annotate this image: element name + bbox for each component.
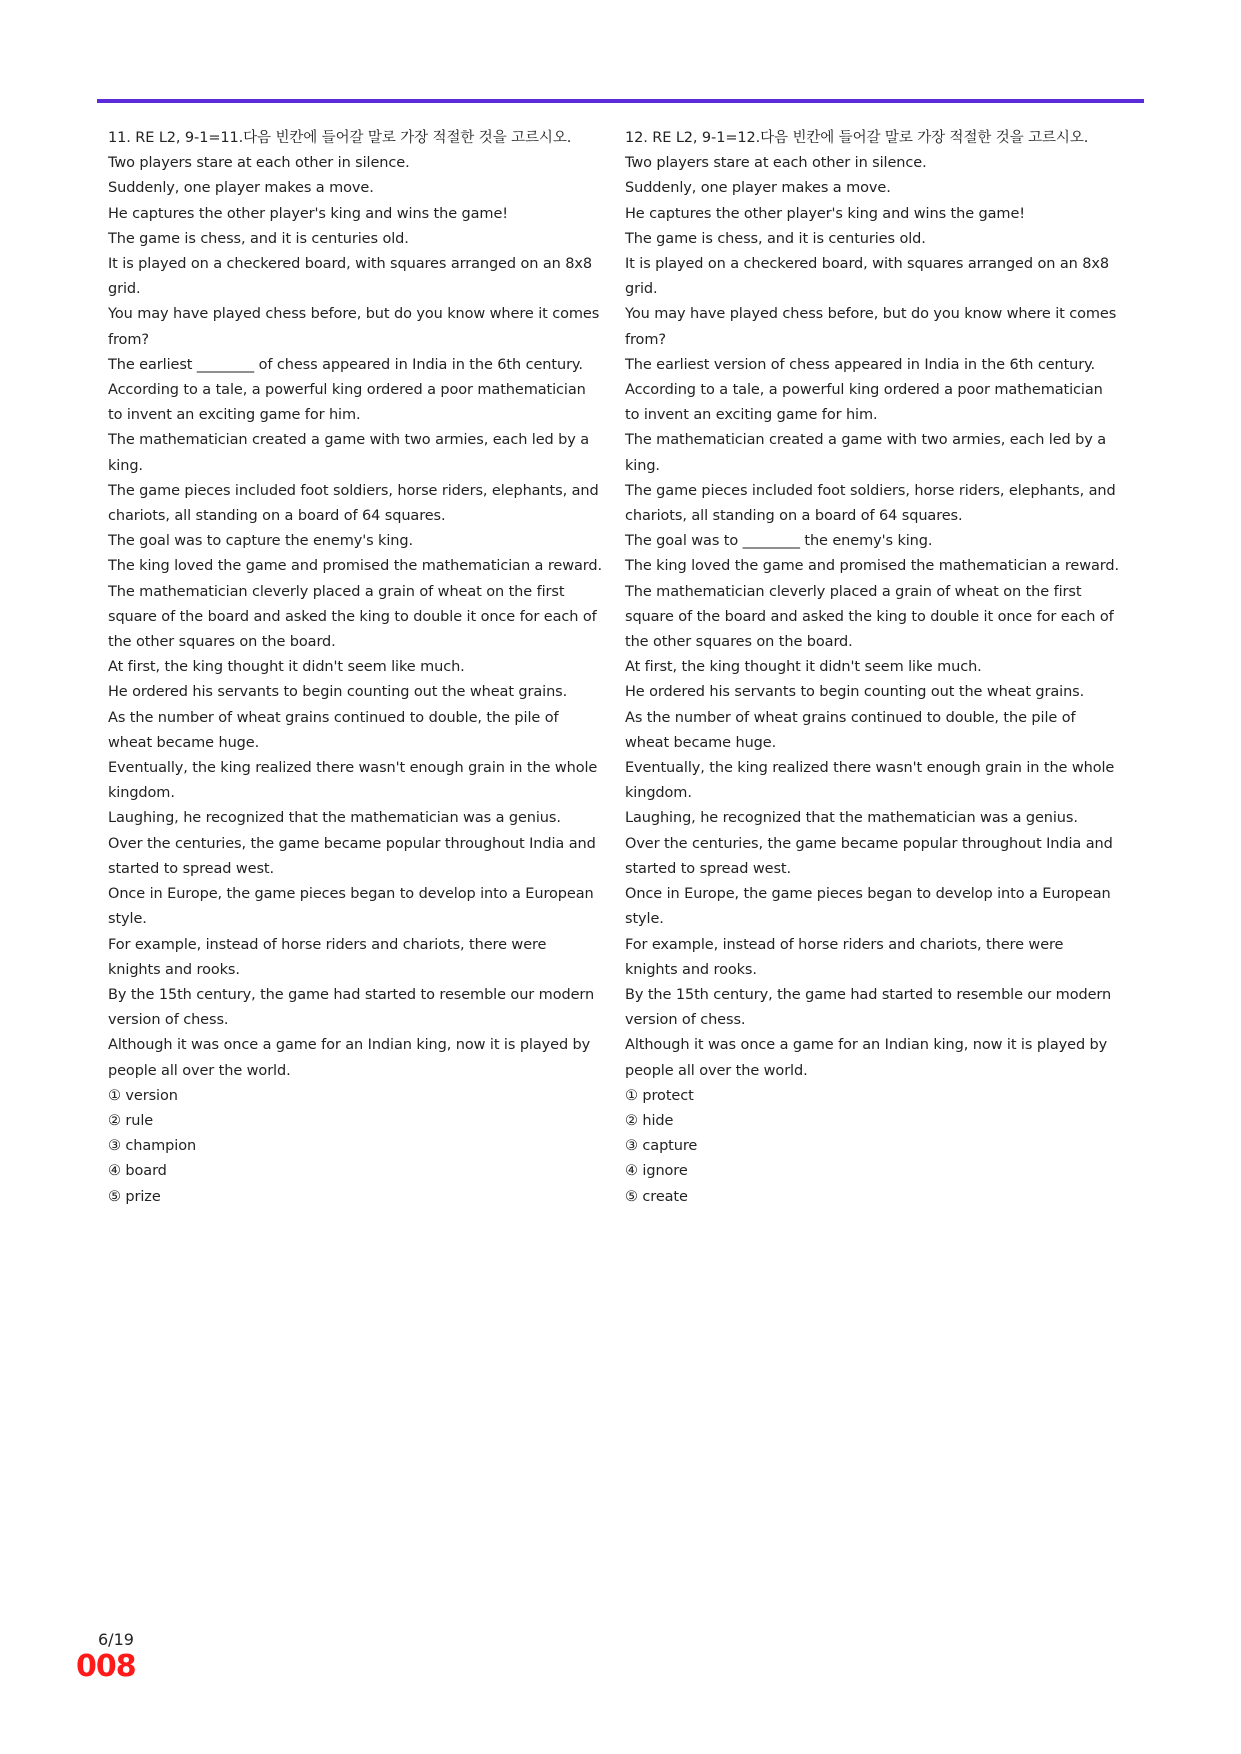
passage-line: He captures the other player's king and wins the game! (625, 205, 1025, 222)
question-header: 12. RE L2, 9-1=12.다음 빈칸에 들어갈 말로 가장 적절한 것을 고르시오. (625, 130, 1089, 146)
question-header: 11. RE L2, 9-1=11.다음 빈칸에 들어갈 말로 가장 적절한 것을 고르시오. (108, 130, 572, 146)
answer-choice: ② rule (108, 1112, 154, 1129)
passage-line: At first, the king thought it didn't seem like much. (108, 659, 465, 676)
passage-line: Two players stare at each other in silence. (625, 155, 927, 172)
passage-line: Once in Europe, the game pieces began to develop into a European style. (625, 886, 1111, 928)
passage-line: He ordered his servants to begin counting out the wheat grains. (108, 684, 568, 701)
passage-line: He captures the other player's king and wins the game! (108, 205, 508, 222)
passage-line: As the number of wheat grains continued to double, the pile of wheat became huge. (108, 709, 559, 751)
page-code: 008 (76, 1649, 136, 1684)
answer-choice: ② hide (625, 1112, 674, 1129)
passage-line: Suddenly, one player makes a move. (108, 180, 374, 197)
passage-line: For example, instead of horse riders and chariots, there were knights and rooks. (108, 936, 547, 978)
passage-line: At first, the king thought it didn't seem like much. (625, 659, 982, 676)
passage-line: Two players stare at each other in silence. (108, 155, 410, 172)
passage-line: It is played on a checkered board, with squares arranged on an 8x8 grid. (108, 256, 592, 298)
page-count: 6/19 (98, 1630, 134, 1649)
answer-choice: ① protect (625, 1087, 694, 1104)
passage-line: By the 15th century, the game had started to resemble our modern version of chess. (108, 986, 595, 1029)
passage-line: For example, instead of horse riders and chariots, there were knights and rooks. (625, 936, 1064, 978)
passage-line: By the 15th century, the game had started to resemble our modern version of chess. (625, 986, 1112, 1029)
passage-line: The earliest ________ of chess appeared in India in the 6th century. (108, 356, 583, 373)
passage-line: You may have played chess before, but do you know where it comes from? (625, 306, 1117, 348)
passage-line: The goal was to capture the enemy's king. (108, 533, 413, 550)
passage-line: Although it was once a game for an Indian king, now it is played by people all over the world. (625, 1037, 1108, 1079)
passage-line: Over the centuries, the game became popular throughout India and started to spread west. (108, 835, 596, 877)
answer-choice: ③ champion (108, 1138, 197, 1155)
passage-line: Suddenly, one player makes a move. (625, 180, 891, 197)
passage-line: Laughing, he recognized that the mathematician was a genius. (625, 810, 1078, 827)
answer-choice: ⑤ create (625, 1188, 688, 1205)
passage-line: According to a tale, a powerful king ordered a poor mathematician to invent an exciting game for him. (108, 382, 586, 424)
passage-line: Over the centuries, the game became popular throughout India and started to spread west. (625, 835, 1113, 877)
passage-line: The game is chess, and it is centuries old. (625, 230, 926, 247)
answer-choice: ① version (108, 1087, 178, 1104)
question-11 (108, 126, 603, 1210)
passage-line: Eventually, the king realized there wasn't enough grain in the whole kingdom. (108, 760, 598, 802)
passage-line: It is played on a checkered board, with squares arranged on an 8x8 grid. (625, 256, 1109, 298)
question-12 (625, 126, 1120, 1210)
passage-line: The mathematician cleverly placed a grain of wheat on the first square of the board and asked the king to double it once for each of the other squares on the board. (625, 583, 1114, 651)
passage-line: According to a tale, a powerful king ordered a poor mathematician to invent an exciting game for him. (625, 382, 1103, 424)
passage-line: The goal was to ________ the enemy's king. (625, 533, 933, 550)
passage-line: The game is chess, and it is centuries old. (108, 230, 409, 247)
header-rule (97, 99, 1144, 103)
passage-line: The king loved the game and promised the mathematician a reward. (625, 558, 1119, 575)
passage-line: You may have played chess before, but do you know where it comes from? (108, 306, 600, 348)
passage-line: He ordered his servants to begin counting out the wheat grains. (625, 684, 1085, 701)
passage-line: The mathematician created a game with two armies, each led by a king. (625, 432, 1107, 474)
passage-line: As the number of wheat grains continued to double, the pile of wheat became huge. (625, 709, 1076, 751)
passage-line: The game pieces included foot soldiers, horse riders, elephants, and chariots, all standing on a board of 64 squares. (108, 482, 599, 525)
passage-line: The game pieces included foot soldiers, horse riders, elephants, and chariots, all standing on a board of 64 squares. (625, 482, 1116, 525)
answer-choice: ④ board (108, 1163, 167, 1180)
answer-choice: ⑤ prize (108, 1188, 161, 1205)
passage-line: The mathematician created a game with two armies, each led by a king. (108, 432, 590, 474)
answer-choice: ④ ignore (625, 1163, 688, 1180)
passage-line: Eventually, the king realized there wasn't enough grain in the whole kingdom. (625, 760, 1115, 802)
passage-line: The mathematician cleverly placed a grain of wheat on the first square of the board and asked the king to double it once for each of the other squares on the board. (108, 583, 597, 651)
passage-line: The earliest version of chess appeared in India in the 6th century. (625, 356, 1096, 373)
passage-line: The king loved the game and promised the mathematician a reward. (108, 558, 602, 575)
passage-line: Although it was once a game for an Indian king, now it is played by people all over the world. (108, 1037, 591, 1079)
passage-line: Once in Europe, the game pieces began to develop into a European style. (108, 886, 594, 928)
answer-choice: ③ capture (625, 1138, 698, 1155)
passage-line: Laughing, he recognized that the mathematician was a genius. (108, 810, 561, 827)
